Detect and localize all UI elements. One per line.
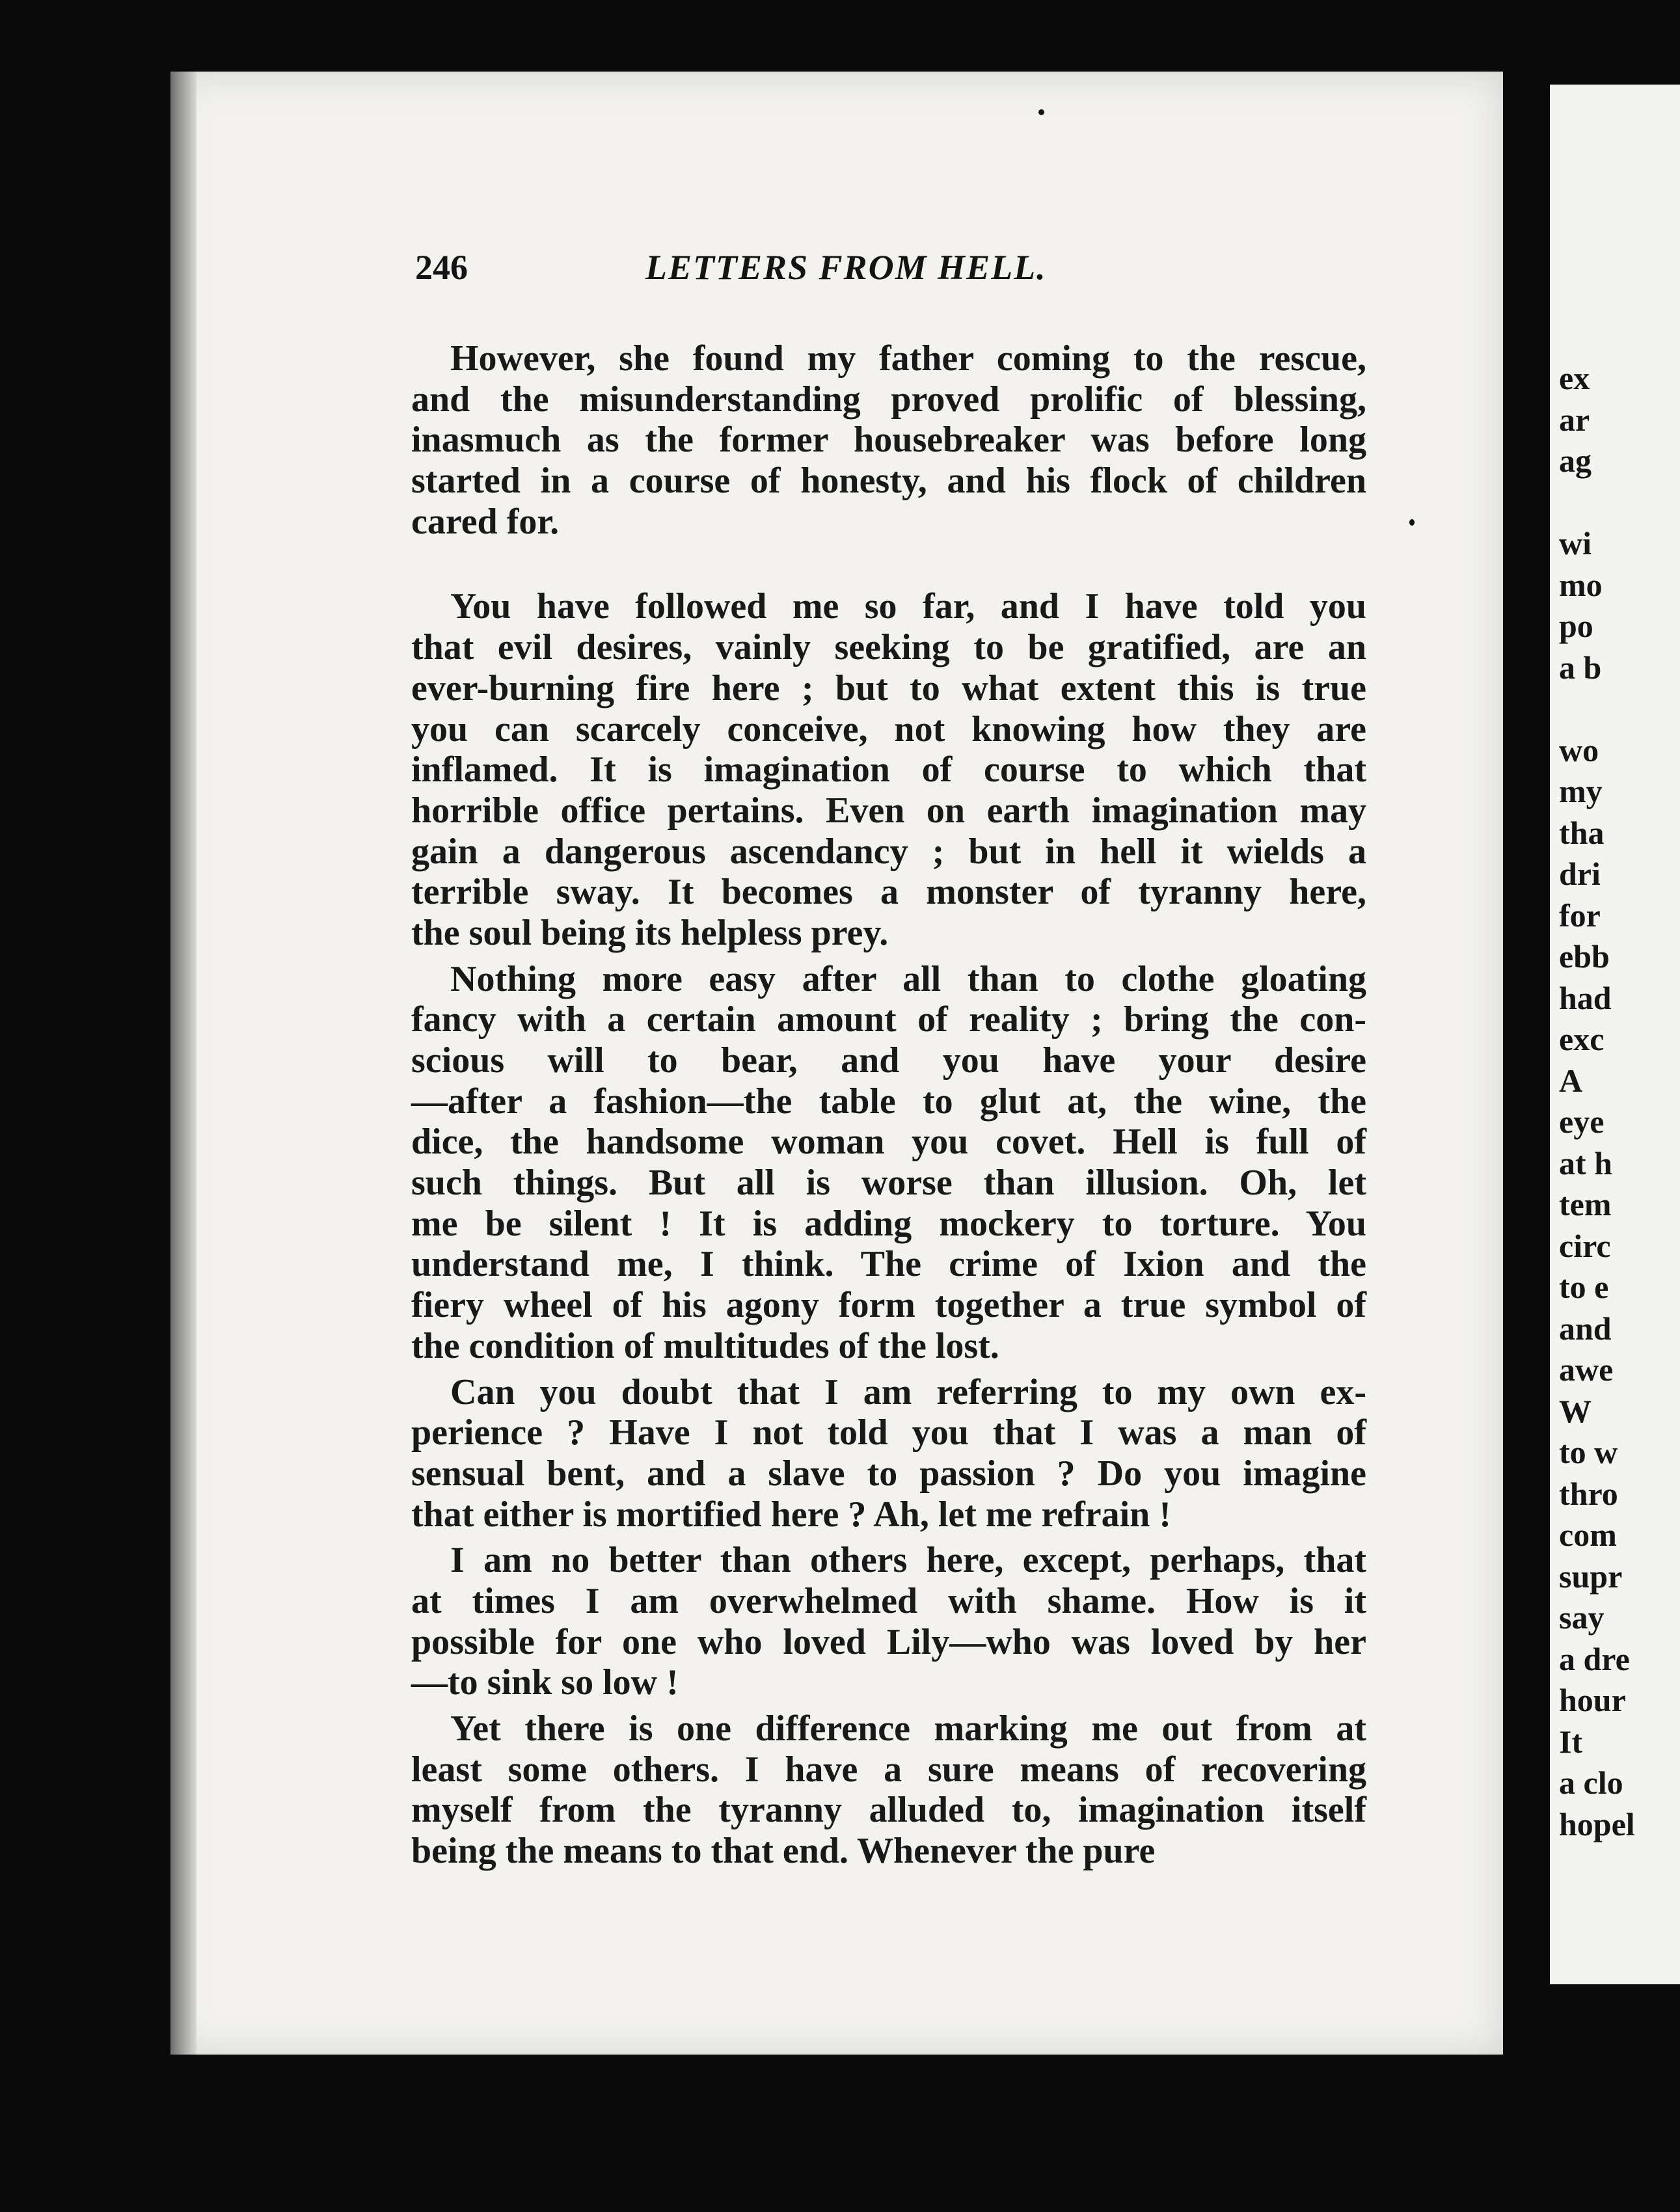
facing-page-fragment: ex xyxy=(1559,360,1590,396)
text-line: possible for one who loved Lily—who was loved by her xyxy=(411,1621,1366,1662)
facing-page-fragment: a b xyxy=(1559,649,1602,686)
text-line: fiery wheel of his agony form together a true symbol of xyxy=(411,1285,1366,1326)
facing-page-fragment: ag xyxy=(1559,442,1592,479)
facing-page-fragment: my xyxy=(1559,773,1603,809)
paragraph-gap xyxy=(411,1535,1366,1540)
facing-page-fragment: ar xyxy=(1559,401,1590,438)
paragraph-gap xyxy=(411,1367,1366,1372)
facing-page-fragment: a clo xyxy=(1559,1764,1623,1801)
text-line: ever-burning fire here ; but to what extent this is true xyxy=(411,668,1366,708)
text-line: cared for. xyxy=(411,501,560,542)
facing-page-fragment: wo xyxy=(1559,731,1599,768)
text-line: fancy with a certain amount of reality ; bring the con- xyxy=(411,999,1366,1040)
page-header xyxy=(415,247,1137,293)
text-line: at times I am overwhelmed with shame. How is it xyxy=(411,1580,1366,1621)
paragraph-gap xyxy=(411,1703,1366,1708)
facing-page-fragment: com xyxy=(1559,1517,1617,1553)
text-line: inasmuch as the former housebreaker was before long xyxy=(411,420,1366,461)
text-line: you can scarcely conceive, not knowing how they are xyxy=(411,708,1366,749)
facing-page-fragment: dri xyxy=(1559,856,1601,892)
facing-page-fragment: say xyxy=(1559,1599,1605,1636)
body-text xyxy=(411,338,1366,1872)
text-line: horrible office pertains. Even on earth imagination may xyxy=(411,790,1366,831)
text-line: myself from the tyranny alluded to, imagination itself xyxy=(411,1790,1366,1831)
facing-page-fragment: ebb xyxy=(1559,938,1610,975)
facing-page-fragment: thro xyxy=(1559,1475,1618,1512)
facing-page-fragment: po xyxy=(1559,608,1593,644)
text-line: Can you doubt that I am referring to my own ex- xyxy=(450,1371,1366,1412)
text-line: sensual bent, and a slave to passion ? Do you imagine xyxy=(411,1453,1366,1494)
facing-page-fragment: mo xyxy=(1559,566,1603,603)
facing-page-fragment: It xyxy=(1559,1723,1583,1760)
text-line: that either is mortified here ? Ah, let me refrain ! xyxy=(411,1494,1171,1535)
facing-page-fragment: W xyxy=(1559,1392,1592,1429)
facing-page-fragment: at h xyxy=(1559,1144,1612,1181)
facing-page-fragment: supr xyxy=(1559,1558,1623,1595)
paragraph-gap xyxy=(411,542,1366,586)
facing-page-fragment: exc xyxy=(1559,1021,1605,1057)
text-line: gain a dangerous ascendancy ; but in hell it wields a xyxy=(411,831,1366,872)
text-line: the soul being its helpless prey. xyxy=(411,912,889,953)
facing-page xyxy=(1550,85,1680,1984)
facing-page-fragment: awe xyxy=(1559,1351,1614,1388)
text-line: and the misunderstanding proved prolific of blessing, xyxy=(411,379,1366,420)
page-gutter-shadow xyxy=(170,72,196,2055)
paragraph xyxy=(411,586,1366,953)
facing-page-fragment: a dre xyxy=(1559,1640,1630,1677)
facing-page-fragment: for xyxy=(1559,897,1601,934)
paragraph xyxy=(411,1540,1366,1703)
text-line: the condition of multitudes of the lost. xyxy=(411,1325,999,1366)
facing-page-fragment: hopel xyxy=(1559,1805,1635,1842)
text-line: You have followed me so far, and I have told you xyxy=(450,586,1366,627)
paragraph xyxy=(411,959,1366,1367)
facing-page-fragment: to e xyxy=(1559,1269,1609,1305)
facing-page-fragment: wi xyxy=(1559,525,1592,561)
paragraph xyxy=(411,338,1366,542)
text-line: such things. But all is worse than illusion. Oh, let xyxy=(411,1163,1366,1204)
text-line: being the means to that end. Whenever the pure xyxy=(411,1831,1156,1872)
text-line: terrible sway. It becomes a monster of tyranny here, xyxy=(411,872,1366,913)
paragraph xyxy=(411,1372,1366,1535)
text-line: dice, the handsome woman you covet. Hell is full of xyxy=(411,1122,1366,1163)
text-line: that evil desires, vainly seeking to be gratified, are an xyxy=(411,627,1366,668)
facing-page-fragment: to w xyxy=(1559,1434,1618,1470)
text-line: Nothing more easy after all than to clothe gloating xyxy=(450,958,1366,999)
text-line: perience ? Have I not told you that I was a man of xyxy=(411,1412,1366,1453)
page-number: 246 xyxy=(415,248,468,287)
text-line: Yet there is one difference marking me out from at xyxy=(450,1708,1366,1749)
text-line: me be silent ! It is adding mockery to torture. You xyxy=(411,1203,1366,1244)
facing-page-fragment: eye xyxy=(1559,1103,1605,1140)
text-line: scious will to bear, and you have your desire xyxy=(411,1040,1366,1081)
paragraph xyxy=(411,1708,1366,1872)
text-line: understand me, I think. The crime of Ixion and the xyxy=(411,1244,1366,1285)
text-line: However, she found my father coming to the rescue, xyxy=(450,338,1366,379)
dust-speck xyxy=(1409,519,1415,526)
paragraph-gap xyxy=(411,954,1366,959)
facing-page-fragment: had xyxy=(1559,979,1612,1016)
text-line: I am no better than others here, except, perhaps, that xyxy=(450,1540,1366,1581)
text-line: inflamed. It is imagination of course to which that xyxy=(411,749,1366,790)
facing-page-fragment: tem xyxy=(1559,1186,1612,1222)
running-title: LETTERS FROM HELL. xyxy=(645,248,1047,287)
facing-page-fragment: tha xyxy=(1559,814,1605,851)
dust-speck xyxy=(1038,109,1044,115)
text-line: least some others. I have a sure means of recovering xyxy=(411,1749,1366,1790)
facing-page-fragment: A xyxy=(1559,1062,1583,1099)
text-line: —after a fashion—the table to glut at, the wine, the xyxy=(411,1081,1366,1122)
facing-page-fragment: circ xyxy=(1559,1227,1611,1264)
text-line: —to sink so low ! xyxy=(411,1662,679,1703)
text-line: started in a course of honesty, and his flock of children xyxy=(411,461,1366,502)
facing-page-fragment: hour xyxy=(1559,1682,1626,1718)
facing-page-fragment: and xyxy=(1559,1310,1612,1347)
